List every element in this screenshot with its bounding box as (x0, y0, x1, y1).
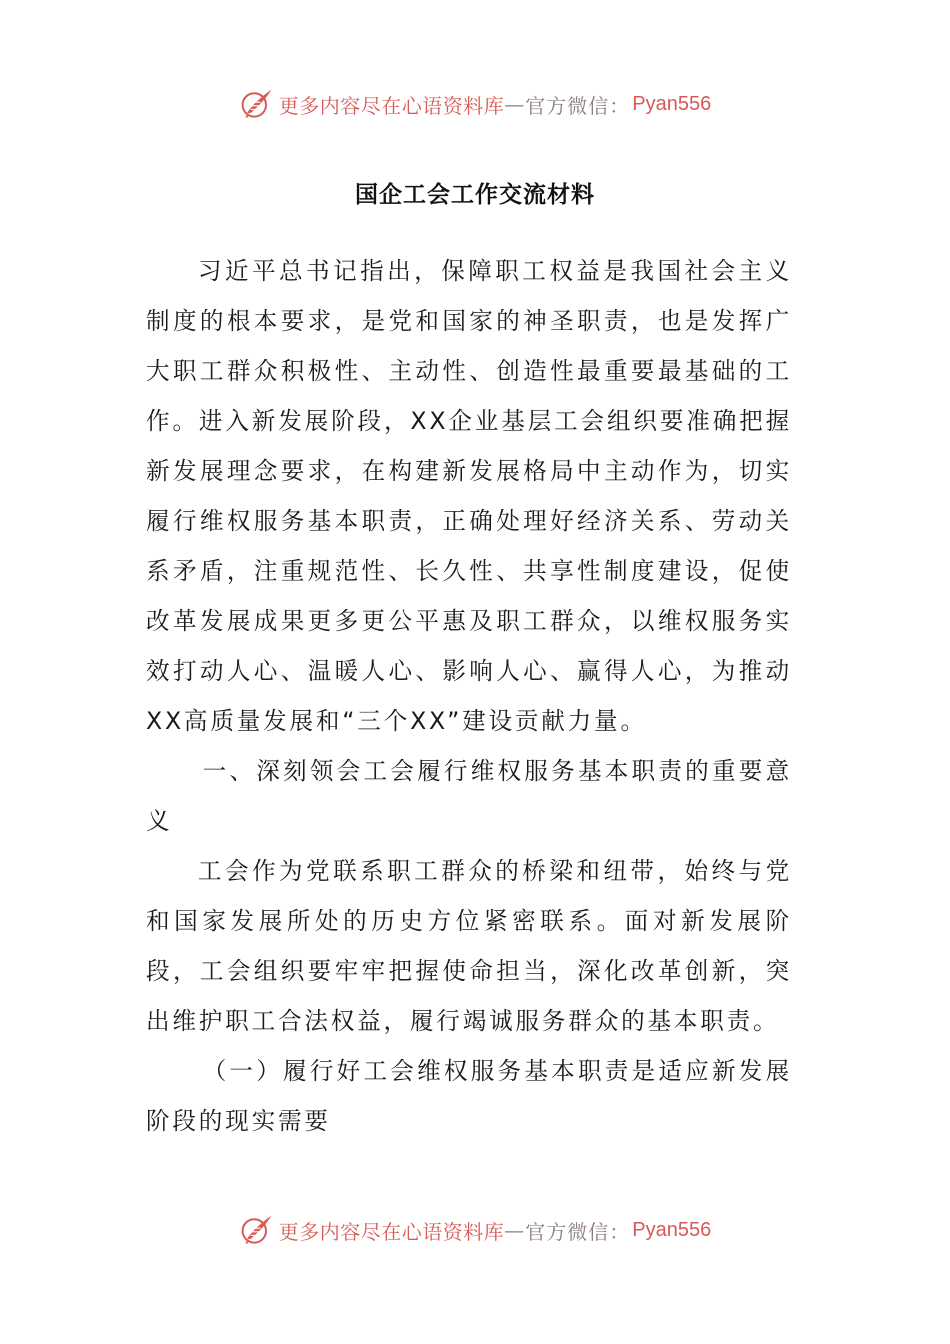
footer-wechat-label: 官方微信： (525, 1219, 631, 1244)
banner-wechat-id: Pyan556 (632, 92, 712, 115)
subsection-heading-1: （一）履行好工会维权服务基本职责是适应新发展阶段的现实需要 (146, 1057, 792, 1135)
footer-wechat-id: Pyan556 (632, 1218, 712, 1241)
paragraph-intro: 习近平总书记指出，保障职工权益是我国社会主义制度的根本要求，是党和国家的神圣职责，也是发挥广大职工群众积极性、主动性、创造性最重要最基础的工作。进入新发展阶段，XX企业基层工会组织要准确把握新发展理念要求，在构建新发展格局中主动作为，切实履行维权服务基本职责，正确处理好经济关系、劳动关系矛盾，注重规范性、长久性、共享性制度建设，促使改革发展成果更多更公平惠及职工群众，以维权服务实效打动人心、温暖人心、影响人心、赢得人心，为推动XX高质量发展和“三个XX”建设贡献力量。 (146, 257, 792, 735)
banner-dash: — (504, 92, 526, 116)
paragraph-section-1: 工会作为党联系职工群众的桥梁和纽带，始终与党和国家发展所处的历史方位紧密联系。面对新发展阶段，工会组织要牢牢把握使命担当，深化改革创新，突出维护职工合法权益，履行竭诚服务群众的基本职责。 (146, 857, 792, 1035)
quill-pen-logo-icon (239, 86, 275, 122)
section-heading-1: 一、深刻领会工会履行维权服务基本职责的重要意义 (146, 757, 792, 835)
header-banner (0, 82, 950, 126)
document-body (146, 246, 792, 1146)
footer-dash: — (504, 1218, 526, 1242)
banner-wechat-label: 官方微信： (525, 93, 631, 118)
footer-site-name: 更多内容尽在心语资料库 (278, 1219, 505, 1244)
quill-pen-logo-icon (239, 1212, 275, 1248)
document-title: 国企工会工作交流材料 (355, 182, 595, 208)
banner-site-name: 更多内容尽在心语资料库 (278, 93, 505, 118)
footer-banner (0, 1208, 950, 1252)
